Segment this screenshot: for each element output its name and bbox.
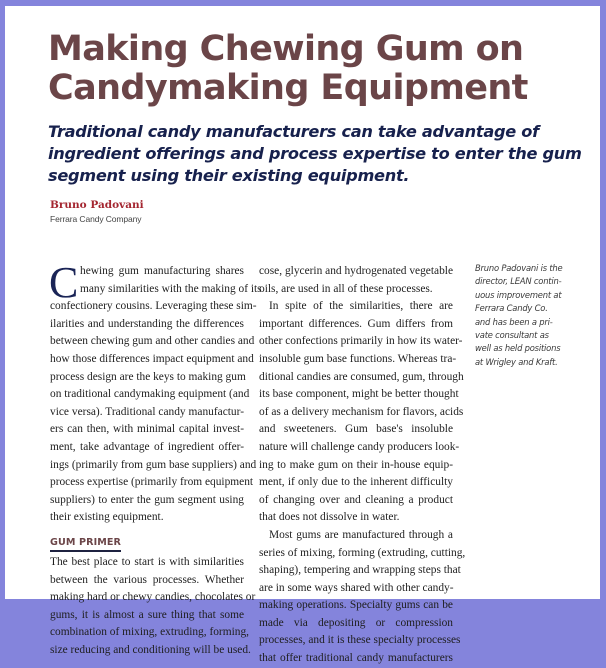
paragraph-continued <box>259 263 453 298</box>
text-line: that offer traditional candy manufacturers <box>259 652 453 665</box>
text-line: and sweeteners. Gum base's insoluble <box>259 423 453 436</box>
text-line: process design are the keys to making gum <box>50 370 246 383</box>
author-company: Ferrara Candy Company <box>50 214 142 224</box>
text-line: between chewing gum and other candies and <box>50 335 255 348</box>
text-line: gums, it is almost a sure thing that some <box>50 608 244 621</box>
text-line: In spite of the similarities, there are <box>269 300 453 313</box>
text-line: between the various processes. Whether <box>50 573 244 586</box>
text-line: processes, and it is these specialty processes <box>259 634 461 647</box>
text-line: oils, are used in all of these processes. <box>259 282 433 295</box>
text-line: suppliers) to enter the gum segment using <box>50 493 244 506</box>
bio-line: well as held positions <box>475 343 561 354</box>
text-line: cose, glycerin and hydrogenated vegetable <box>259 265 453 277</box>
text-line: ings (primarily from gum base suppliers) and <box>50 458 257 471</box>
article-title <box>48 30 528 108</box>
text-line: of changing over and cleaning a product <box>259 493 453 506</box>
text-line: making hard or chewy candies, chocolates or <box>50 591 256 604</box>
text-line: ditional candies are consumed, gum, through <box>259 370 464 383</box>
title-line: Making Chewing Gum on <box>48 29 524 69</box>
text-line: ers can then, with minimal capital invest- <box>50 423 244 436</box>
text-line: nature will challenge candy producers look- <box>259 440 460 453</box>
text-line: Most gums are manufactured through a <box>269 528 453 541</box>
body-column-2 <box>259 263 466 668</box>
text-line: process expertise (primarily from equipment <box>50 476 254 489</box>
section-heading-gum-primer: GUM PRIMER <box>50 536 121 552</box>
text-line: making operations. Specialty gums can be <box>259 599 453 612</box>
title-line: Candymaking Equipment <box>48 68 528 108</box>
paragraph-manufacturing <box>259 527 466 668</box>
article-page <box>5 6 600 665</box>
text-line: ilarities and understanding the differences <box>50 317 244 330</box>
text-line: made via depositing or compression <box>259 616 453 629</box>
text-line: its base component, might be better thought <box>259 388 459 401</box>
text-line: series of mixing, forming (extruding, cutting, <box>259 546 466 559</box>
text-line: other confections primarily in how its water- <box>259 335 463 348</box>
bio-line: director, LEAN contin- <box>475 276 562 287</box>
text-line: ing to make gum on their in-house equip- <box>259 458 453 471</box>
subtitle-line: ingredient offerings and process expertise to enter the gum <box>48 144 582 163</box>
text-line: are in some ways shared with other candy- <box>259 581 454 594</box>
text-line: their existing equipment. <box>50 511 164 524</box>
paragraph-differences <box>259 298 464 527</box>
text-line: confectionery cousins. Leveraging these sim- <box>50 300 257 313</box>
text-line: shaping), tempering and wrapping steps that <box>259 564 461 577</box>
author-bio-sidebar <box>475 262 587 369</box>
author-name: Bruno Padovani <box>50 199 144 211</box>
gum-primer-paragraph <box>50 554 256 660</box>
text-line: C hewing gum manufacturing shares <box>49 258 244 307</box>
text-line: of as a delivery mechanism for flavors, acids <box>259 405 464 418</box>
text-line: how those differences impact equipment and <box>50 352 254 365</box>
bio-line: vate consultant as <box>475 330 549 341</box>
bio-line: at Wrigley and Kraft. <box>475 356 558 367</box>
bio-line: Bruno Padovani is the <box>475 263 563 273</box>
subtitle-line: Traditional candy manufacturers can take advantage of <box>48 122 539 141</box>
byline <box>50 198 144 226</box>
text-line: The best place to start is with similarities <box>50 555 244 568</box>
text-line: ment, take advantage of ingredient offer- <box>50 440 244 453</box>
text-line: many similarities with the making of its <box>80 282 262 295</box>
text-line: vice versa). Traditional candy manufactur- <box>50 405 244 418</box>
text-line: ment, if only due to the inherent difficulty <box>259 476 453 489</box>
bio-line: and has been a pri- <box>475 316 553 327</box>
drop-cap: C <box>49 258 79 307</box>
text-line: combination of mixing, extruding, forming, <box>50 626 249 639</box>
bio-line: uous improvement at <box>475 289 562 300</box>
text-line: that does not dissolve in water. <box>259 511 400 524</box>
body-column-1 <box>49 258 262 659</box>
intro-paragraph <box>49 258 262 527</box>
text-line: important differences. Gum differs from <box>259 317 453 330</box>
subtitle-line: segment using their existing equipment. <box>48 166 410 185</box>
article-subtitle <box>48 121 582 187</box>
text-line: insoluble gum base functions. Whereas tra- <box>259 352 457 365</box>
bio-line: Ferrara Candy Co. <box>475 303 548 314</box>
text-line: size reducing and conditioning will be used. <box>50 643 251 656</box>
text-line: on traditional candymaking equipment (and <box>50 388 250 401</box>
